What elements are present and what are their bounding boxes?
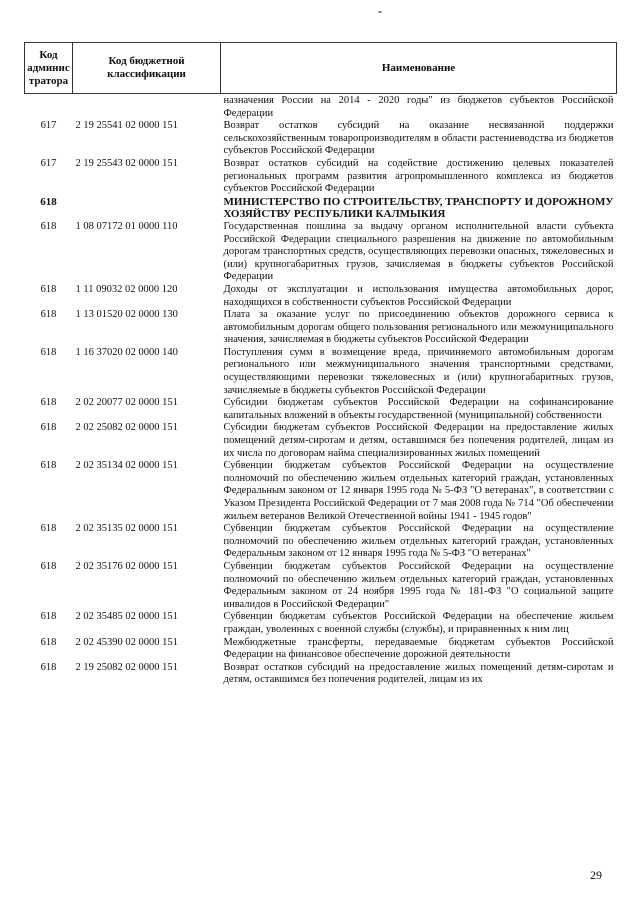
table-row bbox=[25, 284, 617, 309]
admin-code-cell: 618 bbox=[40, 661, 57, 673]
budget-code-cell: 2 02 25082 02 0000 151 bbox=[75, 422, 178, 434]
table-body bbox=[25, 94, 617, 687]
budget-code-cell: 1 13 01520 02 0000 130 bbox=[75, 309, 178, 321]
budget-code-cell bbox=[73, 196, 221, 221]
table-row bbox=[25, 637, 617, 662]
name-cell: Возврат остатков субсидий на содействие достижению целевых показателей региональных программ развития агропромышленного комплекса из бюджетов субъектов Российской Федерации bbox=[223, 157, 614, 195]
name-cell: Государственная пошлина за выдачу органом исполнительной власти субъекта Российской Федерации специального разрешения на движение по автомобильным дорогам транспортных средств, осуществляющих перевозки опасных, тяжеловесных и (или) крупногабаритных грузов, зачисляемая в бюджеты субъектов Российской Федерации bbox=[223, 220, 614, 283]
budget-code-cell: 2 02 35176 02 0000 151 bbox=[75, 560, 178, 572]
name-cell: Доходы от эксплуатации и использования имущества автомобильных дорог, находящихся в собственности субъектов Российской Федерации bbox=[223, 283, 614, 308]
admin-code-cell: 618 bbox=[40, 611, 57, 623]
table-row bbox=[25, 221, 617, 284]
name-cell: Возврат остатков субсидий на предоставление жилых помещений детям-сиротам и детям, оставшимся без попечения родителей, лицам из их bbox=[223, 661, 614, 686]
table-row bbox=[25, 422, 617, 460]
table-row bbox=[25, 347, 617, 397]
budget-code-cell: 2 02 45390 02 0000 151 bbox=[75, 636, 178, 648]
admin-code-cell: 618 bbox=[40, 220, 57, 232]
budget-code-cell: 2 19 25082 02 0000 151 bbox=[75, 661, 178, 673]
page-number: 29 bbox=[590, 868, 602, 882]
name-cell: Субвенции бюджетам субъектов Российской Федерации на осуществление полномочий по обеспечению жильем отдельных категорий граждан, установленных Федеральным законом от 12 января 1995 года № 5-ФЗ "О ветеранах", в соответствии с Указом Президента Российской Федерации от 7 мая 2008 года № 714 "Об обеспечении жильем ветеранов Великой Отечественной войны 1941 - 1945 годов" bbox=[223, 460, 614, 522]
budget-code-cell: 1 16 37020 02 0000 140 bbox=[75, 346, 178, 358]
budget-code-cell: 1 11 09032 02 0000 120 bbox=[75, 283, 178, 295]
name-cell: Субвенции бюджетам субъектов Российской Федерации на обеспечение жильем граждан, уволенных с военной службы (службы), и приравненных к ним лиц bbox=[223, 611, 614, 635]
header-admin-code: Код админис тратора bbox=[25, 43, 73, 94]
table-row bbox=[25, 196, 617, 221]
budget-code-cell: 2 02 35134 02 0000 151 bbox=[75, 460, 178, 472]
table-header-row bbox=[25, 43, 617, 94]
admin-code-cell: 617 bbox=[40, 157, 57, 169]
admin-code-cell: 618 bbox=[40, 523, 57, 535]
budget-code-cell: 2 02 35485 02 0000 151 bbox=[75, 611, 178, 623]
budget-code-cell bbox=[73, 94, 221, 121]
admin-code-cell: 617 bbox=[40, 120, 57, 132]
name-cell: назначения России на 2014 - 2020 годы" из бюджетов субъектов Российской Федерации bbox=[223, 95, 614, 119]
budget-code-cell: 2 19 25541 02 0000 151 bbox=[75, 120, 178, 132]
name-cell: Субсидии бюджетам субъектов Российской Федерации на предоставление жилых помещений детям-сиротам и детям, оставшимся без попечения родителей, лицам из их числа по договорам найма специализированных жилых помещений bbox=[223, 422, 614, 459]
admin-code-cell: 618 bbox=[40, 346, 57, 358]
name-cell: Плата за оказание услуг по присоединению объектов дорожного сервиса к автомобильным дорогам общего пользования регионального или межмуниципального значения, зачисляемая в бюджеты субъектов Российской Федерации bbox=[223, 309, 614, 346]
table-row bbox=[25, 460, 617, 523]
admin-code-cell: 618 bbox=[40, 309, 57, 321]
name-cell: МИНИСТЕРСТВО ПО СТРОИТЕЛЬСТВУ, ТРАНСПОРТУ И ДОРОЖНОМУ ХОЗЯЙСТВУ РЕСПУБЛИКИ КАЛМЫКИЯ bbox=[223, 195, 614, 221]
name-cell: Поступления сумм в возмещение вреда, причиняемого автомобильным дорогам регионального или межмуниципального значения транспортными средствами, осуществляющими перевозки тяжеловесных и (или) крупногабаритных грузов, зачисляемые в бюджеты субъектов Российской Федерации bbox=[223, 346, 614, 396]
name-cell: Субсидии бюджетам субъектов Российской Федерации на софинансирование капитальных вложений в объекты государственной (муниципальной) собственности bbox=[223, 397, 614, 421]
admin-code-cell: 618 bbox=[40, 397, 57, 409]
table-row bbox=[25, 158, 617, 196]
name-cell: Субвенции бюджетам субъектов Российской Федерации на осуществление полномочий по обеспечению жильем отдельных категорий граждан, установленных Федеральным законом от 24 ноября 1995 года № 181-ФЗ "О социальной защите инвалидов в Российской Федерации" bbox=[223, 560, 614, 610]
table-row bbox=[25, 120, 617, 158]
header-mark: - bbox=[378, 4, 382, 18]
table-row bbox=[25, 611, 617, 636]
table-row bbox=[25, 397, 617, 422]
budget-code-cell: 2 02 20077 02 0000 151 bbox=[75, 397, 178, 409]
budget-classification-table bbox=[24, 42, 617, 687]
budget-code-cell: 1 08 07172 01 0000 110 bbox=[75, 220, 178, 232]
table-row bbox=[25, 94, 617, 121]
admin-code-cell: 618 bbox=[40, 560, 57, 572]
admin-code-cell: 618 bbox=[40, 195, 57, 208]
name-cell: Возврат остатков субсидий на оказание несвязанной поддержки сельскохозяйственным товаропроизводителям в области растениеводства из бюджетов субъектов Российской Федерации bbox=[223, 120, 614, 157]
budget-code-cell: 2 19 25543 02 0000 151 bbox=[75, 157, 178, 169]
table-row bbox=[25, 523, 617, 561]
admin-code-cell bbox=[25, 94, 73, 121]
table-row bbox=[25, 662, 617, 687]
admin-code-cell: 618 bbox=[40, 422, 57, 434]
admin-code-cell: 618 bbox=[40, 283, 57, 295]
admin-code-cell: 618 bbox=[40, 460, 57, 472]
header-budget-code: Код бюджетной классификации bbox=[73, 43, 221, 94]
name-cell: Межбюджетные трансферты, передаваемые бюджетам субъектов Российской Федерации на финансовое обеспечение дорожной деятельности bbox=[223, 636, 614, 661]
admin-code-cell: 618 bbox=[40, 636, 57, 648]
table-row bbox=[25, 309, 617, 347]
header-name: Наименование bbox=[221, 43, 617, 94]
budget-code-cell: 2 02 35135 02 0000 151 bbox=[75, 523, 178, 535]
name-cell: Субвенции бюджетам субъектов Российской Федерации на осуществление полномочий по обеспечению жильем отдельных категорий граждан, установленных Федеральным законом от 12 января 1995 года № 5-ФЗ "О ветеранах" bbox=[223, 523, 614, 560]
table-row bbox=[25, 561, 617, 611]
